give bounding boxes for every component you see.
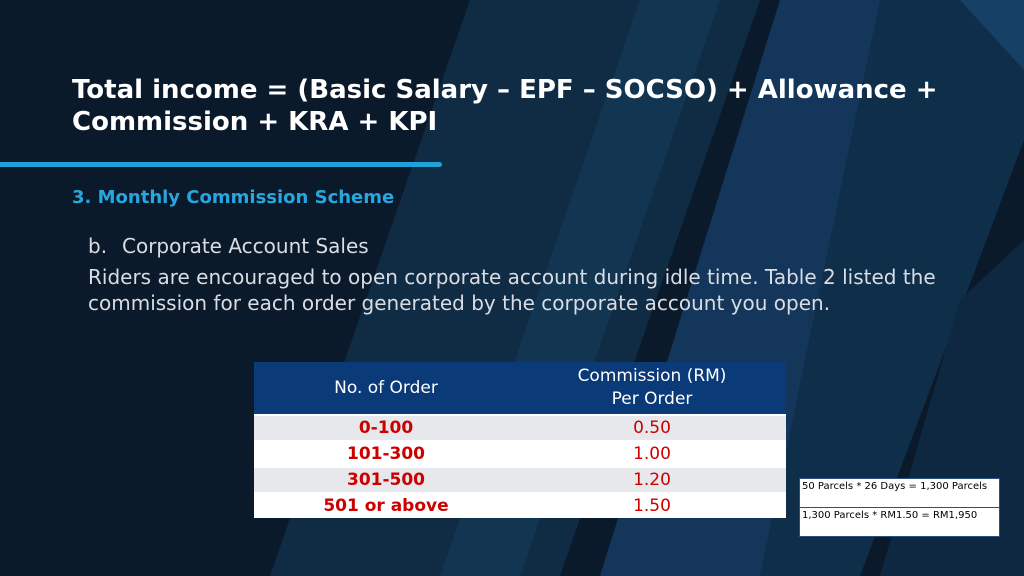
- table-row: [254, 415, 786, 441]
- order-range-cell: 0-100: [254, 415, 518, 441]
- calc-row: [800, 508, 1000, 537]
- commission-rate-cell: 1.20: [518, 467, 786, 493]
- list-marker: b.: [88, 234, 108, 258]
- commission-rate-cell: 0.50: [518, 415, 786, 441]
- order-range-cell: 101-300: [254, 441, 518, 467]
- calculation-box: [799, 478, 1000, 537]
- calc-row: [800, 479, 1000, 508]
- commission-table: [254, 362, 786, 518]
- header-commission-text: Commission (RM) Per Order: [577, 366, 727, 409]
- commission-rate-cell: 1.00: [518, 441, 786, 467]
- list-item-text: Corporate Account Sales: [122, 234, 369, 258]
- slide-title: Total income = (Basic Salary – EPF – SOCSO) + Allowance + Commission + KRA + KPI: [72, 75, 938, 137]
- list-item-corporate-sales: [88, 232, 369, 260]
- calc-line-daily: 50 Parcels * 26 Days = 1,300 Parcels: [800, 479, 1000, 508]
- header-commission: [518, 362, 786, 415]
- table-row: [254, 467, 786, 493]
- description-paragraph: Riders are encouraged to open corporate account during idle time. Table 2 listed the commission for each order generated by the corporate account you open.: [88, 265, 936, 315]
- table-row: [254, 493, 786, 518]
- order-range-cell: 501 or above: [254, 493, 518, 518]
- table-row: [254, 441, 786, 467]
- commission-rate-cell: 1.50: [518, 493, 786, 518]
- header-no-of-order: No. of Order: [254, 362, 518, 415]
- order-range-cell: 301-500: [254, 467, 518, 493]
- calc-line-total: 1,300 Parcels * RM1.50 = RM1,950: [800, 508, 1000, 537]
- section-subtitle: 3. Monthly Commission Scheme: [72, 187, 395, 208]
- accent-bar: [0, 162, 442, 167]
- table-header-row: [254, 362, 786, 415]
